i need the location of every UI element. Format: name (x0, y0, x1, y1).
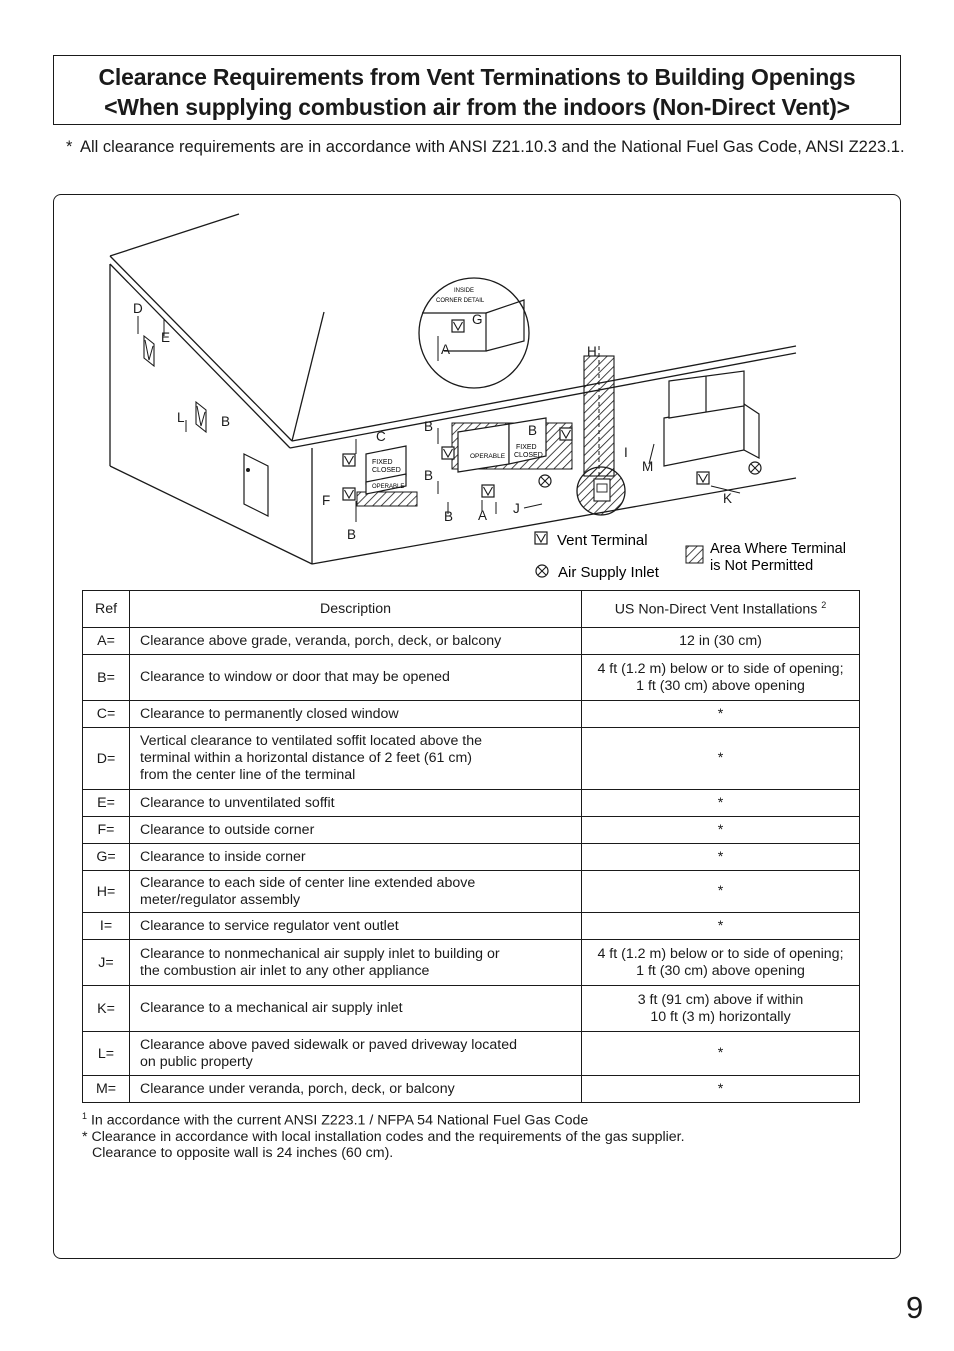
header-value (582, 591, 860, 628)
label-D: D (133, 301, 143, 316)
row-value (582, 790, 860, 817)
row-value (582, 701, 860, 728)
table-row (83, 1076, 860, 1103)
description-line: Clearance to a mechanical air supply inlet (140, 1000, 403, 1016)
header-value-sup: 2 (821, 600, 827, 611)
row-value (582, 628, 860, 655)
row-description (130, 871, 582, 913)
description-line: Clearance to unventilated soffit (140, 794, 335, 811)
value-line: * (717, 821, 724, 838)
row-ref: H= (83, 871, 130, 913)
row-value (582, 1076, 860, 1103)
footnote-1-text: In accordance with the current ANSI Z223.1 / NFPA 54 National Fuel Gas Code (90, 1112, 589, 1129)
inside-corner-label: INSIDE (454, 288, 475, 294)
table-row (83, 1032, 860, 1076)
closed-label-2: CLOSED (514, 452, 543, 459)
value-line: 1 ft (30 cm) above opening (636, 677, 805, 694)
value-line: 4 ft (1.2 m) below or to side of opening; (597, 945, 844, 962)
table-row (83, 728, 860, 790)
value-line: * (717, 705, 724, 722)
legend-vent-terminal: Vent Terminal (557, 532, 648, 549)
left-wall-vents (138, 316, 206, 432)
row-value (582, 986, 860, 1032)
description-line: Clearance to inside corner (140, 848, 306, 865)
row-ref: L= (83, 1032, 130, 1076)
description-line: Clearance to permanently closed window (140, 705, 399, 722)
row-description (130, 817, 582, 844)
row-ref: D= (83, 728, 130, 790)
row-ref: M= (83, 1076, 130, 1103)
row-ref: K= (83, 986, 130, 1032)
clearance-table (82, 590, 860, 1103)
row-value (582, 940, 860, 986)
fixed-label-1: FIXED (372, 459, 393, 466)
door (244, 454, 268, 516)
note-text: All clearance requirements are in accordance with ANSI Z21.10.3 and the National Fuel Gas Code, ANSI Z223.1. (80, 138, 905, 156)
row-ref: F= (83, 817, 130, 844)
footnote-1-sup: 1 (82, 1111, 88, 1121)
table-header-row (83, 591, 860, 628)
legend (535, 532, 846, 581)
row-value (582, 728, 860, 790)
inside-corner-detail (419, 278, 529, 388)
row-value (582, 844, 860, 871)
footnote-2-star: * (82, 1129, 88, 1145)
table-row (83, 844, 860, 871)
label-A-detail: A (441, 342, 451, 357)
row-value (582, 871, 860, 913)
table-row (83, 871, 860, 913)
meter-column (577, 346, 625, 515)
corner-detail-label: CORNER DETAIL (436, 298, 485, 304)
row-description (130, 1076, 582, 1103)
description-line: Vertical clearance to ventilated soffit located above the (140, 733, 483, 749)
value-line: * (717, 848, 724, 865)
row-ref: C= (83, 701, 130, 728)
value-line: * (717, 883, 724, 899)
table-row (83, 986, 860, 1032)
description-line: Clearance to service regulator vent outlet (140, 917, 399, 934)
row-description (130, 913, 582, 940)
value-line: 12 in (30 cm) (679, 632, 762, 649)
table-row (83, 790, 860, 817)
row-description (130, 728, 582, 790)
operable-label-2: OPERABLE (470, 453, 506, 460)
label-L: L (177, 410, 185, 425)
footnote-2-line-1: Clearance in accordance with local installation codes and the requirements of the gas supplier. (91, 1129, 685, 1145)
value-line: 4 ft (1.2 m) below or to side of opening; (597, 660, 844, 677)
label-B-top1: B (424, 419, 434, 434)
air-supply-inlet-legend-icon (536, 565, 548, 577)
page-subtitle: <When supplying combustion air from the indoors (Non-Direct Vent)> (104, 94, 850, 120)
footnote-2 (82, 1129, 685, 1161)
footnote-1 (82, 1108, 588, 1129)
row-description (130, 1032, 582, 1076)
page-title-box (53, 55, 901, 125)
legend-air-supply-inlet: Air Supply Inlet (558, 564, 659, 581)
label-E: E (161, 330, 171, 345)
label-B-bottom: B (444, 509, 454, 524)
row-ref: J= (83, 940, 130, 986)
row-value (582, 817, 860, 844)
description-line: the combustion air inlet to any other appliance (140, 962, 430, 979)
description-line: meter/regulator assembly (140, 891, 301, 908)
page-title: Clearance Requirements from Vent Terminations to Building Openings (98, 64, 856, 90)
legend-not-permitted-2: is Not Permitted (710, 558, 814, 574)
header-ref: Ref (83, 591, 130, 628)
row-value (582, 655, 860, 701)
value-line: 1 ft (30 cm) above opening (636, 962, 805, 979)
table-row (83, 940, 860, 986)
description-line: Clearance under veranda, porch, deck, or balcony (140, 1080, 455, 1097)
row-ref: I= (83, 913, 130, 940)
closed-label-1: CLOSED (372, 467, 401, 474)
table-row (83, 817, 860, 844)
description-line: on public property (140, 1053, 253, 1070)
value-line: * (717, 750, 724, 766)
table-row (83, 628, 860, 655)
row-ref: A= (83, 628, 130, 655)
table-row (83, 913, 860, 940)
header-description: Description (130, 591, 582, 628)
row-ref: B= (83, 655, 130, 701)
row-ref: E= (83, 790, 130, 817)
row-description (130, 844, 582, 871)
value-line: 10 ft (3 m) horizontally (650, 1008, 791, 1025)
row-value (582, 913, 860, 940)
description-line: Clearance to window or door that may be opened (140, 669, 450, 685)
label-M: M (642, 459, 654, 474)
value-line: * (717, 917, 724, 934)
note-asterisk: * (66, 138, 73, 156)
front-windows (357, 418, 572, 506)
label-H: H (587, 344, 597, 359)
description-line: from the center line of the terminal (140, 767, 356, 783)
deck (664, 371, 759, 466)
clearance-diagram (54, 196, 900, 588)
value-line: * (717, 1080, 724, 1097)
label-K: K (723, 491, 733, 506)
label-B-mid: B (424, 468, 434, 483)
footnote-2-line-2: Clearance to opposite wall is 24 inches (60 cm). (92, 1145, 394, 1161)
table-row (83, 655, 860, 701)
description-line: Clearance above paved sidewalk or paved driveway located (140, 1036, 517, 1053)
table-row (83, 701, 860, 728)
intro-note (66, 137, 906, 158)
value-line: * (717, 794, 724, 811)
value-line: * (717, 1045, 724, 1061)
row-description (130, 940, 582, 986)
description-line: Clearance to nonmechanical air supply inlet to building or (140, 945, 500, 962)
row-description (130, 628, 582, 655)
label-C: C (376, 429, 386, 444)
label-A-front: A (478, 508, 488, 523)
row-description (130, 986, 582, 1032)
description-line: Clearance to each side of center line extended above (140, 874, 476, 891)
row-description (130, 790, 582, 817)
description-line: Clearance above grade, veranda, porch, deck, or balcony (140, 632, 502, 649)
page-number: 9 (906, 1290, 924, 1325)
vent-terminal-legend-icon (535, 532, 547, 544)
row-ref: G= (83, 844, 130, 871)
header-value-text: US Non-Direct Vent Installations (614, 601, 818, 618)
row-description (130, 655, 582, 701)
legend-not-permitted-1: Area Where Terminal (710, 541, 846, 557)
description-line: terminal within a horizontal distance of 2 feet (61 cm) (140, 750, 472, 766)
description-line: Clearance to outside corner (140, 821, 315, 838)
row-value (582, 1032, 860, 1076)
label-F: F (322, 493, 331, 508)
label-B-top2: B (528, 423, 538, 438)
label-G: G (472, 312, 483, 327)
row-description (130, 701, 582, 728)
value-line: 3 ft (91 cm) above if within (637, 991, 804, 1008)
not-permitted-legend-icon (686, 546, 703, 563)
label-I: I (624, 445, 628, 460)
label-B-left: B (221, 414, 231, 429)
label-B-corner: B (347, 527, 357, 542)
fixed-label-2: FIXED (516, 444, 537, 451)
operable-label-1: OPERABLE (372, 484, 405, 490)
label-J: J (513, 501, 520, 516)
